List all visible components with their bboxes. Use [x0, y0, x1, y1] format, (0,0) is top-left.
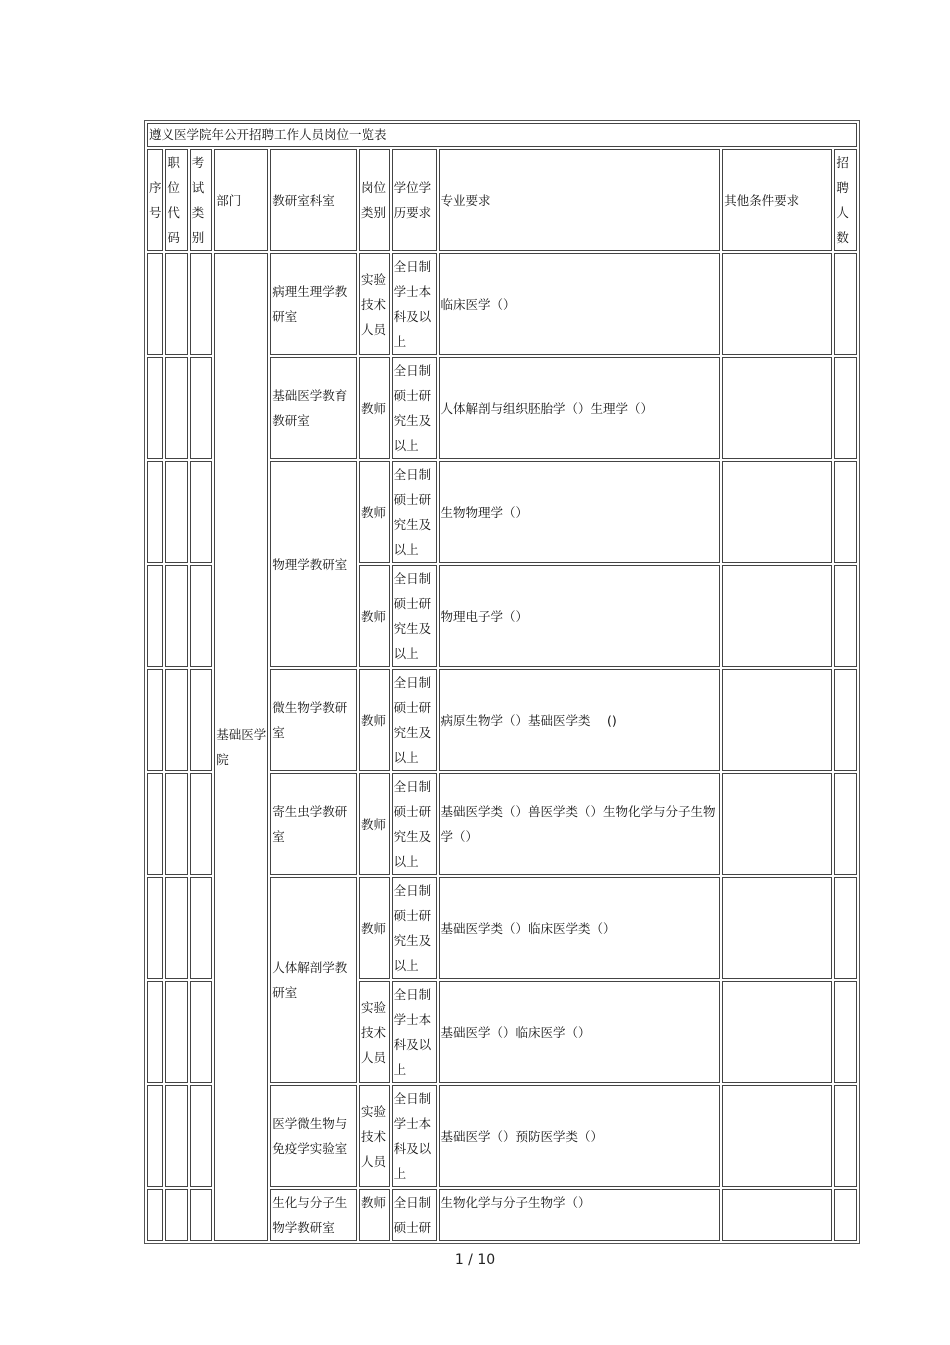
- header-code: 职位代码: [165, 149, 187, 251]
- major-cell: 物理电子学（）: [439, 565, 721, 667]
- degree-cell: 全日制硕士研究生及以上: [392, 357, 437, 459]
- degree-cell: 全日制学士本科及以上: [392, 1085, 437, 1187]
- other-cell: [722, 981, 832, 1083]
- post-cell: 教师: [359, 1189, 390, 1241]
- office-cell: 病理生理学教研室: [270, 253, 357, 355]
- count-cell: [834, 981, 857, 1083]
- header-exam: 考试类别: [190, 149, 212, 251]
- seq-cell: [147, 357, 163, 459]
- count-cell: [834, 669, 857, 771]
- exam-cell: [190, 1085, 212, 1187]
- seq-cell: [147, 981, 163, 1083]
- header-office: 教研室科室: [270, 149, 357, 251]
- other-cell: [722, 357, 832, 459]
- other-cell: [722, 253, 832, 355]
- office-cell: 人体解剖学教研室: [270, 877, 357, 1083]
- degree-cell: 全日制硕士研究生及以上: [392, 773, 437, 875]
- other-cell: [722, 773, 832, 875]
- count-cell: [834, 357, 857, 459]
- exam-cell: [190, 357, 212, 459]
- header-degree: 学位学历要求: [392, 149, 437, 251]
- header-post-type: 岗位类别: [359, 149, 390, 251]
- header-seq: 序号: [147, 149, 163, 251]
- other-cell: [722, 1085, 832, 1187]
- post-cell: 教师: [359, 357, 390, 459]
- page-number: 1 / 10: [454, 1252, 496, 1268]
- degree-cell: 全日制硕士研究生及以上: [392, 461, 437, 563]
- count-cell: [834, 1189, 857, 1241]
- count-cell: [834, 877, 857, 979]
- major-cell: 基础医学（）预防医学类（）: [439, 1085, 721, 1187]
- other-cell: [722, 565, 832, 667]
- seq-cell: [147, 773, 163, 875]
- other-cell: [722, 669, 832, 771]
- exam-cell: [190, 253, 212, 355]
- exam-cell: [190, 461, 212, 563]
- other-cell: [722, 1189, 832, 1241]
- code-cell: [165, 1085, 187, 1187]
- header-other: 其他条件要求: [722, 149, 832, 251]
- code-cell: [165, 357, 187, 459]
- post-cell: 教师: [359, 461, 390, 563]
- header-major: 专业要求: [439, 149, 721, 251]
- code-cell: [165, 773, 187, 875]
- post-cell: 实验技术人员: [359, 981, 390, 1083]
- seq-cell: [147, 253, 163, 355]
- code-cell: [165, 669, 187, 771]
- seq-cell: [147, 669, 163, 771]
- table-title: 遵义医学院年公开招聘工作人员岗位一览表: [147, 123, 857, 147]
- post-cell: 实验技术人员: [359, 1085, 390, 1187]
- seq-cell: [147, 461, 163, 563]
- office-cell: 医学微生物与免疫学实验室: [270, 1085, 357, 1187]
- code-cell: [165, 1189, 187, 1241]
- count-cell: [834, 1085, 857, 1187]
- major-cell: 生物化学与分子生物学（）: [439, 1189, 721, 1241]
- degree-cell: 全日制硕士研: [392, 1189, 437, 1241]
- degree-cell: 全日制学士本科及以上: [392, 981, 437, 1083]
- dept-cell: 基础医学院: [214, 253, 268, 1241]
- exam-cell: [190, 877, 212, 979]
- exam-cell: [190, 669, 212, 771]
- post-cell: 教师: [359, 669, 390, 771]
- office-cell: 寄生虫学教研室: [270, 773, 357, 875]
- code-cell: [165, 981, 187, 1083]
- exam-cell: [190, 981, 212, 1083]
- office-cell: 基础医学教育教研室: [270, 357, 357, 459]
- office-cell: 微生物学教研室: [270, 669, 357, 771]
- major-cell: 基础医学类（）临床医学类（）: [439, 877, 721, 979]
- major-cell: 病原生物学（）基础医学类 (): [439, 669, 721, 771]
- header-dept: 部门: [214, 149, 268, 251]
- degree-cell: 全日制硕士研究生及以上: [392, 669, 437, 771]
- degree-cell: 全日制硕士研究生及以上: [392, 565, 437, 667]
- degree-cell: 全日制学士本科及以上: [392, 253, 437, 355]
- major-cell: 基础医学（）临床医学（）: [439, 981, 721, 1083]
- degree-cell: 全日制硕士研究生及以上: [392, 877, 437, 979]
- count-cell: [834, 565, 857, 667]
- other-cell: [722, 877, 832, 979]
- major-cell: 临床医学（）: [439, 253, 721, 355]
- header-count: 招聘人数: [834, 149, 857, 251]
- code-cell: [165, 253, 187, 355]
- count-cell: [834, 253, 857, 355]
- office-cell: 生化与分子生物学教研室: [270, 1189, 357, 1241]
- office-cell: 物理学教研室: [270, 461, 357, 667]
- code-cell: [165, 565, 187, 667]
- other-cell: [722, 461, 832, 563]
- major-cell: 人体解剖与组织胚胎学（）生理学（）: [439, 357, 721, 459]
- post-cell: 教师: [359, 877, 390, 979]
- exam-cell: [190, 773, 212, 875]
- exam-cell: [190, 565, 212, 667]
- table-row: [147, 253, 857, 355]
- code-cell: [165, 461, 187, 563]
- recruitment-table: [144, 120, 860, 1244]
- seq-cell: [147, 877, 163, 979]
- major-cell: 基础医学类（）兽医学类（）生物化学与分子生物学（）: [439, 773, 721, 875]
- exam-cell: [190, 1189, 212, 1241]
- seq-cell: [147, 1189, 163, 1241]
- post-cell: 教师: [359, 565, 390, 667]
- post-cell: 教师: [359, 773, 390, 875]
- major-cell: 生物物理学（）: [439, 461, 721, 563]
- seq-cell: [147, 1085, 163, 1187]
- code-cell: [165, 877, 187, 979]
- post-cell: 实验技术人员: [359, 253, 390, 355]
- seq-cell: [147, 565, 163, 667]
- count-cell: [834, 461, 857, 563]
- count-cell: [834, 773, 857, 875]
